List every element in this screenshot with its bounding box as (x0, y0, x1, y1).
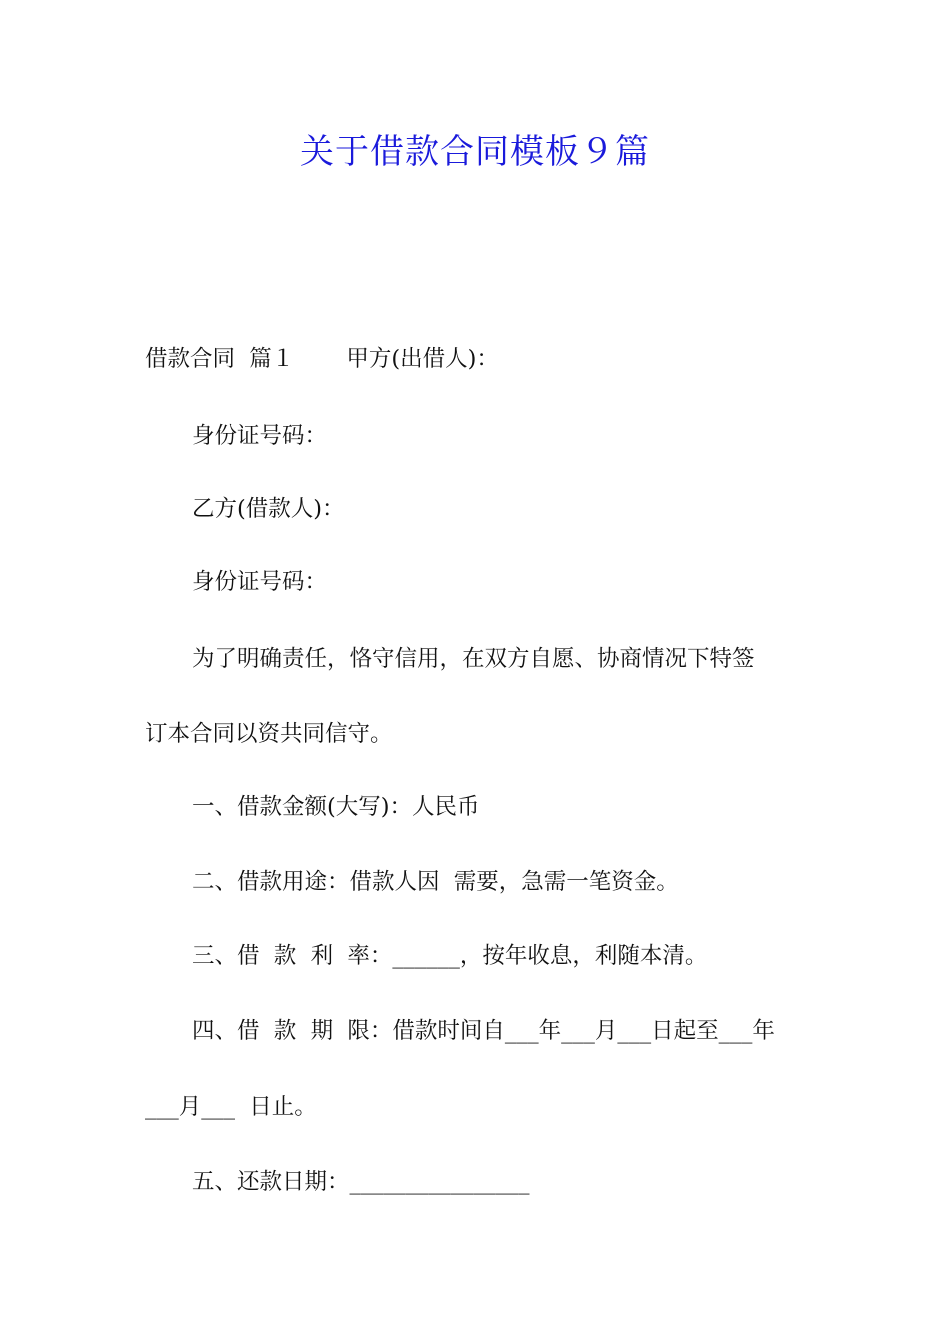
contract-heading-label: 借款合同 篇１ (145, 346, 295, 372)
clause-repayment-date: 五、还款日期：________________ (192, 1169, 530, 1195)
lender-id-label: 身份证号码： (192, 423, 328, 449)
preamble-line-2: 订本合同以资共同信守。 (145, 721, 393, 747)
contract-heading (145, 343, 499, 375)
document-title: 关于借款合同模板９篇 (300, 132, 650, 172)
clause-loan-term-line-2: ___月___ 日止。 (145, 1094, 317, 1120)
clause-interest-rate: 三、借 款 利 率：______，按年收息，利随本清。 (192, 943, 708, 969)
preamble-line-1: 为了明确责任，恪守信用，在双方自愿、协商情况下特签 (192, 646, 755, 672)
clause-loan-term-line-1: 四、借 款 期 限：借款时间自___年___月___日起至___年 (192, 1018, 775, 1044)
clause-loan-purpose: 二、借款用途：借款人因 需要，急需一笔资金。 (192, 869, 679, 895)
borrower-id-label: 身份证号码： (192, 569, 328, 595)
lender-label: 甲方(出借人)： (346, 346, 499, 372)
clause-loan-amount: 一、借款金额(大写)：人民币 (192, 794, 480, 820)
borrower-label: 乙方(借款人)： (192, 496, 345, 522)
